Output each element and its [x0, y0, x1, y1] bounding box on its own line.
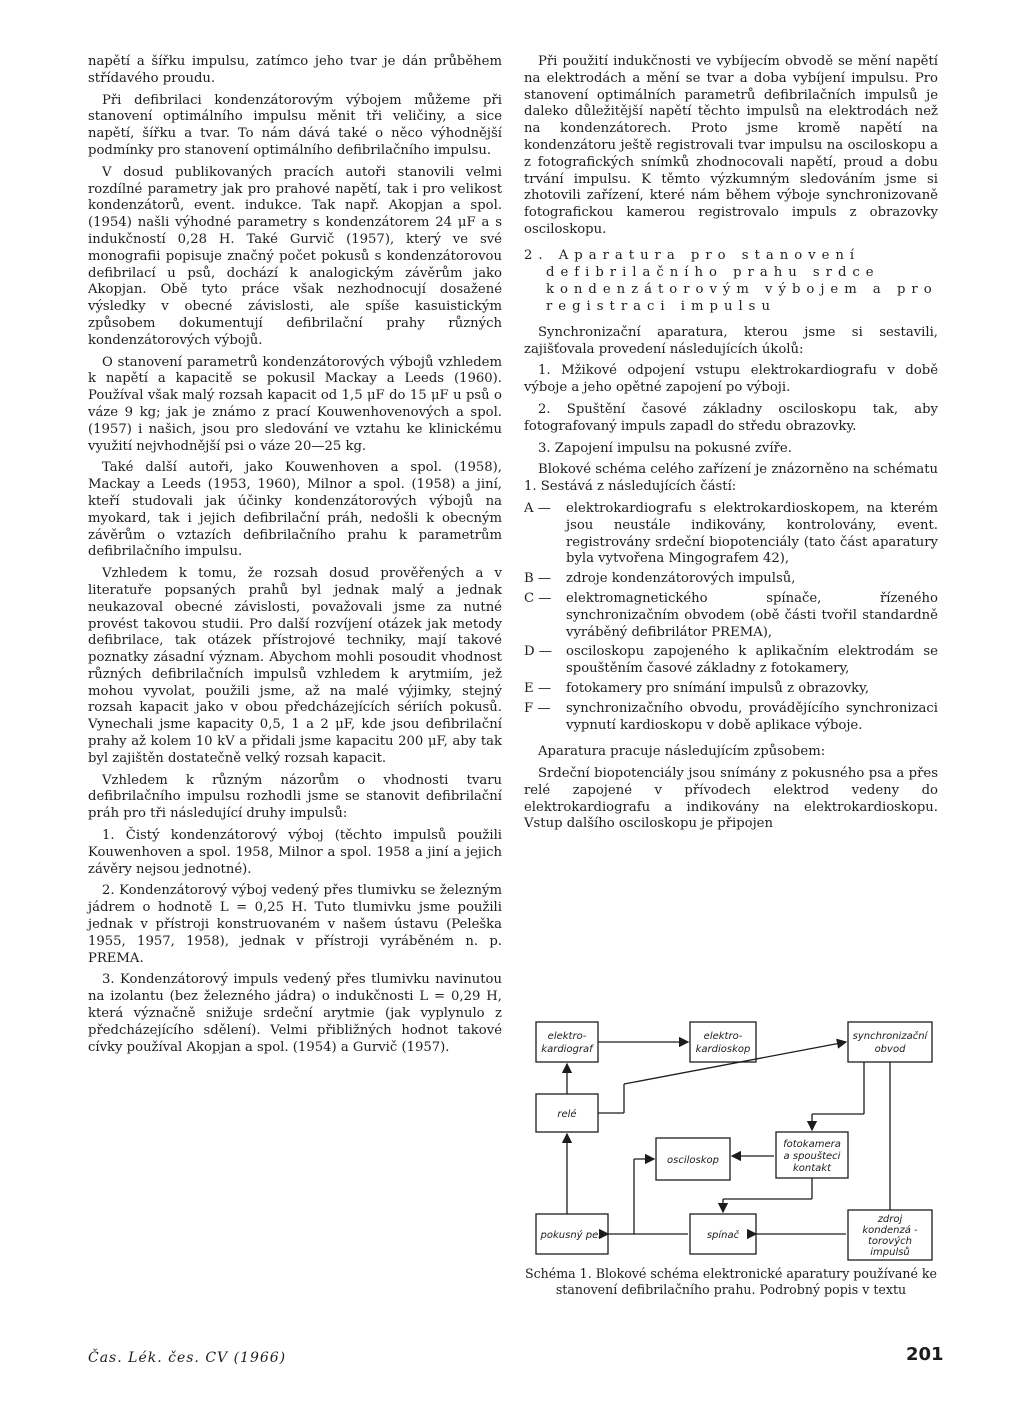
- zdroj-label-3: torových: [868, 1236, 912, 1247]
- list-text: fotokamery pro snímání impulsů z obrazovky,: [566, 680, 870, 696]
- zdroj-label-4: impulsů: [870, 1247, 910, 1258]
- list-text: elektromagnetického spínače, řízeného synchronizačním obvodem (obě části tvořil standardně vyráběný defibrilátor PREMA),: [566, 590, 938, 640]
- paragraph: Při defibrilaci kondenzátorovým výbojem můžeme při stanovení optimálního impulsu měnit tři veličiny, a sice napětí, šířku a tvar. To nám dává také o něco výhodnější podmínky pro stanovení optimálního defibrilačního impulsu.: [88, 92, 502, 158]
- list-item: [524, 644, 938, 678]
- task-item: 2. Spuštění časové základny osciloskopu tak, aby fotografovaný impuls zapadl do středu obrazovky.: [524, 401, 938, 434]
- list-item: [524, 501, 938, 568]
- paragraph: Aparatura pracuje následujícím způsobem:: [538, 744, 826, 760]
- paragraph: napětí a šířku impulsu, zatímco jeho tvar je dán průběhem střídavého proudu.: [88, 54, 502, 86]
- paragraph: Vzhledem k různým názorům o vhodnosti tvaru defibrilačního impulsu rozhodli jsme se stanovit defibrilační práh pro tři následující druhy impulsů:: [88, 772, 502, 822]
- sync-label-2: obvod: [874, 1044, 906, 1055]
- list-label: C —: [524, 590, 552, 606]
- journal-reference: Čas. Lék. čes. CV (1966): [88, 1350, 287, 1366]
- paragraph: Srdeční biopotenciály jsou snímány z pokusného psa a přes relé zapojené v přívodech elektrod vedeny do elektrokardiografu a indikovány na elektrokardioskopu. Vstup dalšího osciloskopu je připojen: [524, 766, 938, 832]
- zdroj-label-1: zdroj: [877, 1214, 903, 1225]
- numbered-paragraph: 2. Kondenzátorový výboj vedený přes tlumivku se železným jádrem o hodnotě L = 0,25 H. Tuto tlumivku jsme použili jednak v přístroji konstruovaném v našem ústavu (Peleška 1955, 1957, 1958), jednak v přístroji vyráběném n. p. PREMA.: [88, 883, 502, 966]
- numbered-paragraph: 1. Čistý kondenzátorový výboj (těchto impulsů použili Kouwenhoven a spol. 1958, Milnor a spol. 1958 a jiní a jejich závěry nejsou jednotné).: [88, 828, 502, 877]
- paragraph: Synchronizační aparatura, kterou jsme si sestavili, zajišťovala provedení následujících úkolů:: [524, 324, 938, 357]
- foto-label-2: a spoušteci: [783, 1151, 841, 1162]
- ekg-box: [536, 1022, 598, 1062]
- foto-label-3: kontakt: [792, 1163, 832, 1174]
- foto-label-1: fotokamera: [783, 1139, 841, 1150]
- right-column: [524, 54, 938, 838]
- list-text: osciloskopu zapojeného k aplikačním elektrodám se spouštěním časové základny z fotokamery,: [566, 644, 938, 677]
- paragraph: Při použití indukčnosti ve vybíjecím obvodě se mění napětí na elektrodách a mění se tvar a doba vybíjení impulsu. Pro stanovení optimálních parametrů defibrilačních impulsů je daleko důležitější napětí těchto impulsů na elektrodách než na kondenzátorech. Proto jsme kromě napětí na kondenzátoru ještě registrovali tvar impulsu na osciloskopu a z fotografických snímků zhodnocovali napětí, proud a dobu trvání impulsu. K těmto výzkumným sledováním jsme si zhotovili zařízení, které nám během výboje synchronizovaně fotografickou kamerou registrovalo impuls z obrazovky osciloskopu.: [524, 54, 938, 237]
- eks-label-1: elektro-: [703, 1031, 743, 1042]
- list-text: synchronizačního obvodu, provádějícího synchronizaci vypnutí kardioskopu v době aplikace výboje.: [566, 700, 938, 733]
- section-heading: 2. Aparatura pro stanovení defibrilačního prahu srdce kondenzátorovým výbojem a pro registraci impulsu: [524, 247, 938, 314]
- list-text: elektrokardiografu s elektrokardioskopem, na kterém jsou neustále indikovány, kontrolovány, event. registrovány srdeční biopotenciály (tato část aparatury byla vytvořena Mingografem 42),: [566, 500, 938, 567]
- eks-box: [690, 1022, 756, 1062]
- eks-label-2: kardioskop: [695, 1044, 751, 1055]
- parts-list: [524, 501, 938, 734]
- block-diagram: [524, 1014, 944, 1274]
- paragraph: V dosud publikovaných pracích autoři stanovili velmi rozdílné parametry jak pro prahové napětí, tak i pro velikost kondenzátorů, event. indukce. Tak např. Akopjan a spol. (1954) našli výhodné parametry s kondenzátorem 24 μF a s indukčností 0,28 H. Také Gurvič (1957), který ve své monografii popisuje značný počet pokusů s kondenzátorovou defibrilací u psů, dochází k analogickým závěrům jako Akopjan. Obě tyto práce však nezhodnocují dosažené výsledky v obecné závislosti, ale spíše kasuistickým způsobem dokumentují defibrilační prahy různých kondenzátorových výbojů.: [88, 164, 502, 348]
- numbered-paragraph: 3. Kondenzátorový impuls vedený přes tlumivku navinutou na izolantu (bez železného jádra) o indukčnosti L = 0,29 H, která význačně snižuje srdeční arytmie (jak vyplynulo z předcházejícího sdělení). Velmi přibližných hodnot takové cívky používal Akopjan a spol. (1954) a Gurvič (1957).: [88, 972, 502, 1055]
- list-label: B —: [524, 571, 552, 587]
- list-label: A —: [524, 500, 551, 516]
- list-item: [524, 681, 938, 698]
- paragraph: Vzhledem k tomu, že rozsah dosud prověřených a v literatuře popsaných prahů byl jednak malý a jednak neukazoval obecné závislosti, považovali jsme za nutné provést takovou studii. Pro další rozvíjení otázek jak metody defibrilace, tak otázek přístrojové techniky, mají takové poznatky zásadní význam. Abychom mohli posoudit vhodnost různých defibrilačních impulsů vzhledem k arytmiím, jež mohou vyvolat, použili jsme, až na malé výjimky, stejný rozsah kapacit jako v obou předcházejících sériích pokusů. Vynechali jsme kapacity 0,5, 1 a 2 μF, kde jsou defibrilační prahy až kolem 10 kV a přidali jsme kapacitu 200 μF, aby tak byl zajištěn dostatečně velký rozsah kapacit.: [88, 566, 502, 766]
- left-column: [88, 54, 502, 1061]
- osc-label: osciloskop: [667, 1155, 719, 1166]
- sync-label-1: synchronizační: [852, 1031, 928, 1042]
- list-item: [524, 701, 938, 735]
- paragraph: O stanovení parametrů kondenzátorových výbojů vzhledem k napětí a kapacitě se pokusil Mackay a Leeds (1960). Používal však malý rozsah kapacit od 1,5 μF do 15 μF u psů o váze 9 kg; jak je známo z prací Kouwenhovenových a spol. (1957) i našich, jsou pro sledování ve vztahu ke klinickému využití nejvhodnější psi o váze 20—25 kg.: [88, 354, 502, 454]
- ekg-label-2: kardiograf: [541, 1044, 593, 1055]
- diagram-caption: Schéma 1. Blokové schéma elektronické aparatury používané ke stanovení defibrilačního prahu. Podrobný popis v textu: [524, 1266, 937, 1297]
- list-label: E —: [524, 680, 552, 696]
- spinac-label: spínač: [706, 1230, 740, 1241]
- sync-box: [848, 1022, 932, 1062]
- list-label: D —: [524, 644, 552, 660]
- paragraph: Blokové schéma celého zařízení je znázorněno na schématu 1. Sestává z následujících částí:: [524, 462, 938, 495]
- pes-label: pokusný pes: [540, 1230, 604, 1241]
- task-item: 3. Zapojení impulsu na pokusné zvíře.: [538, 440, 792, 456]
- zdroj-label-2: kondenzá -: [862, 1225, 918, 1236]
- list-item: [524, 591, 938, 641]
- list-item: [524, 571, 938, 588]
- paragraph: Také další autoři, jako Kouwenhoven a spol. (1958), Mackay a Leeds (1953, 1960), Milnor a spol. (1958) a jiní, kteří studovali jak účinky kondenzátorových výbojů na myokard, tak i jejich defibrilační práh, nedošli k obecným závěrům o vztazích defibrilačního prahu k parametrům defibrilačního impulsu.: [88, 460, 502, 560]
- page-number: 201: [906, 1344, 944, 1365]
- ekg-label-1: elektro-: [547, 1031, 587, 1042]
- task-item: 1. Mžikové odpojení vstupu elektrokardiografu v době výboje a jeho opětné zapojení po výboji.: [524, 363, 938, 396]
- list-text: zdroje kondenzátorových impulsů,: [566, 571, 796, 587]
- rele-label: relé: [557, 1109, 577, 1120]
- list-label: F —: [524, 700, 551, 716]
